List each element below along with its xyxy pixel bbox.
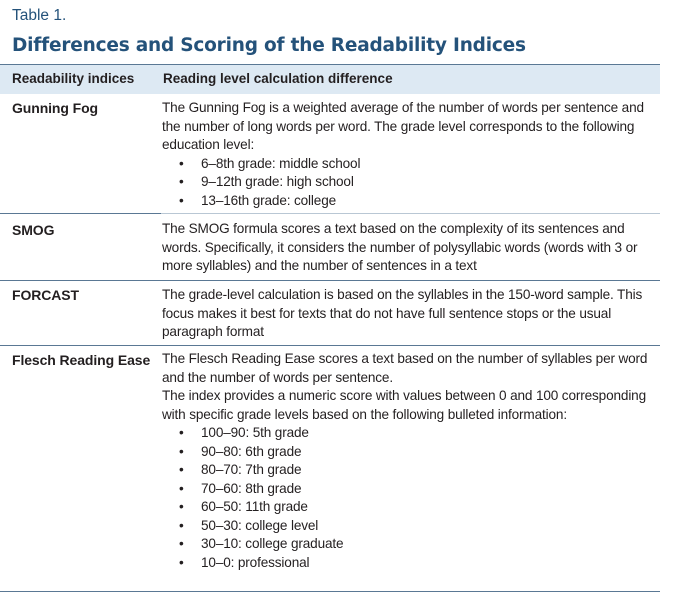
bullet-text: 70–60: 8th grade — [201, 480, 302, 496]
bullet-text: 80–70: 7th grade — [201, 462, 302, 477]
row-paragraph: The index provides a numeric score with values between 0 and 100 corresponding with specific grade levels based on the following bulleted information: — [162, 388, 647, 422]
table-header-row — [0, 64, 660, 94]
bullet-item: • 70–60: 8th grade — [179, 480, 302, 496]
table-title: Differences and Scoring of the Readability Indices — [12, 35, 526, 56]
row-desc-flesch-reading-ease — [162, 350, 664, 572]
bullet-item: • 60–50: 11th grade — [179, 499, 308, 514]
header-calculation-difference: Reading level calculation difference — [163, 71, 393, 86]
row-name-forcast: FORCAST — [12, 287, 79, 303]
bullet-item: • 9–12th grade: high school — [179, 174, 354, 189]
row-paragraph: The grade-level calculation is based on the syllables in the 150-word sample. This focus makes it best for texts that do not have full sentence stops or the usual paragraph format — [162, 287, 643, 339]
bullet-text: 10–0: professional — [201, 554, 310, 570]
bullet-item: • 50–30: college level — [179, 517, 319, 533]
row-name-smog: SMOG — [12, 222, 55, 238]
row-desc-gunning-fog — [162, 99, 664, 210]
row-paragraph: The Flesch Reading Ease scores a text based on the number of syllables per word and the number of words per sentence. — [162, 351, 648, 385]
row-divider — [0, 213, 161, 214]
bullet-text: 50–30: college level — [201, 517, 319, 533]
row-paragraph: The Gunning Fog is a weighted average of the number of words per sentence and the number of long words per word. The grade level corresponds to the following education level: — [162, 100, 644, 152]
bullet-text: 90–80: 6th grade — [201, 443, 302, 459]
row-desc-smog — [162, 220, 664, 276]
row-name-flesch-reading-ease: Flesch Reading Ease — [12, 352, 151, 368]
row-divider — [0, 280, 660, 281]
row-name-gunning-fog: Gunning Fog — [12, 100, 98, 116]
table-bottom-rule — [0, 591, 660, 592]
bullet-item: • 100–90: 5th grade — [179, 425, 309, 440]
table-label: Table 1. — [12, 7, 67, 24]
bullet-item: • 10–0: professional — [179, 554, 310, 570]
bullet-text: 9–12th grade: high school — [201, 174, 354, 189]
bullet-text: 60–50: 11th grade — [201, 499, 308, 514]
bullet-text: 100–90: 5th grade — [201, 425, 309, 440]
bullet-text: 30–10: college graduate — [201, 536, 344, 551]
row-divider — [0, 345, 660, 346]
bullet-item: • 90–80: 6th grade — [179, 443, 302, 459]
bullet-item: • 80–70: 7th grade — [179, 462, 302, 477]
bullet-list — [162, 155, 664, 211]
bullet-item: • 6–8th grade: middle school — [179, 155, 361, 171]
row-paragraph: The SMOG formula scores a text based on the complexity of its sentences and words. Specifically, it considers the number of polysyllabic words (words with 3 or more syllables) and the number of sentences in a text — [162, 221, 638, 273]
bullet-text: 6–8th grade: middle school — [201, 155, 361, 171]
bullet-item: • 13–16th grade: college — [179, 192, 337, 208]
header-readability-indices: Readability indices — [12, 71, 135, 86]
bullet-text: 13–16th grade: college — [201, 192, 337, 208]
row-divider — [161, 213, 660, 214]
bullet-item: • 30–10: college graduate — [179, 536, 344, 551]
row-desc-forcast — [162, 286, 664, 342]
bullet-list — [162, 424, 664, 572]
